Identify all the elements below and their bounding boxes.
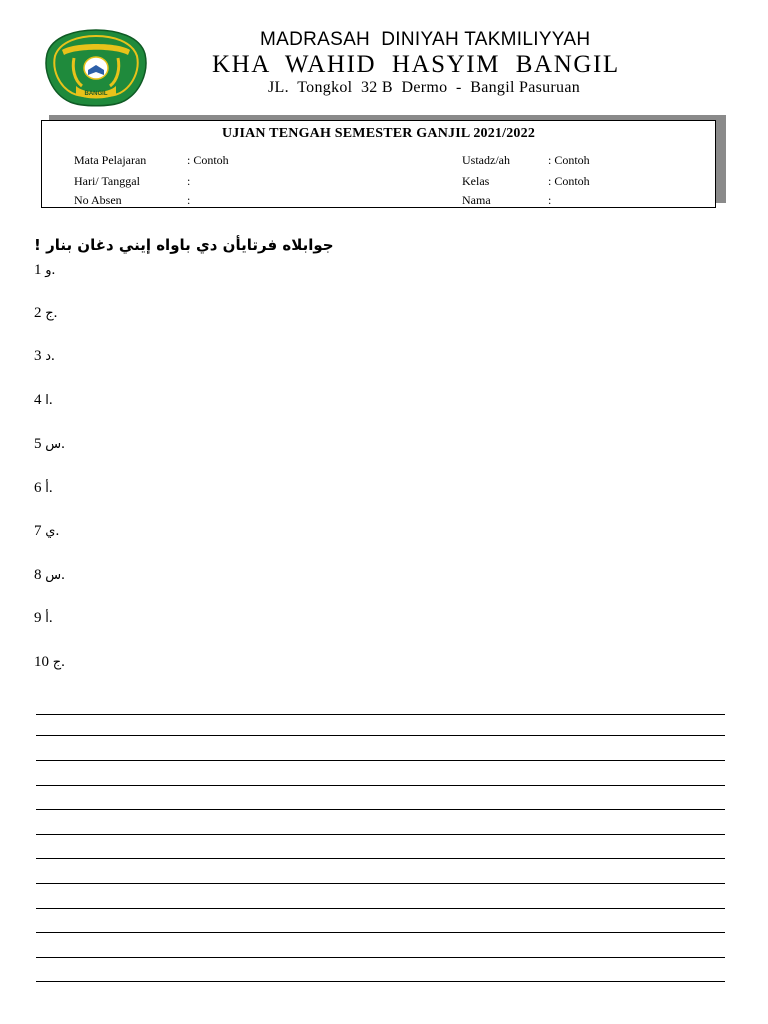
answer-line (36, 883, 725, 884)
question-letter: أ (45, 481, 49, 496)
school-name: KHA WAHID HASYIM BANGIL (212, 51, 620, 78)
question-letter: و (45, 263, 52, 278)
question-item (34, 392, 53, 409)
question-item (34, 523, 59, 540)
class-value: : Contoh (548, 174, 590, 188)
name-value: : (548, 193, 552, 207)
absence-number-label: No Absen (74, 193, 122, 207)
question-letter: ي (45, 524, 56, 539)
question-number: 7. (34, 523, 60, 539)
teacher-label: Ustadz/ah (462, 153, 510, 167)
school-type: MADRASAH DINIYAH TAKMILIYYAH (260, 29, 591, 50)
question-letter: س (45, 568, 62, 583)
instruction-text: جوابلاه فرتايأن دي باواه إيني دغان بنار ! (34, 236, 334, 254)
answer-line (36, 957, 725, 958)
date-value: : (187, 174, 191, 188)
answer-line (36, 714, 725, 715)
question-letter: ج (52, 655, 62, 670)
question-item (34, 436, 65, 453)
question-number: 6. (34, 480, 53, 496)
date-label: Hari/ Tanggal (74, 174, 140, 188)
logo-caption: BANGIL (84, 91, 108, 97)
question-letter: ا (45, 393, 49, 408)
question-item (34, 654, 65, 671)
answer-line (36, 908, 725, 909)
question-number: 8. (34, 567, 65, 583)
subject-value: : Contoh (187, 153, 229, 167)
answer-line (36, 834, 725, 835)
answer-line (36, 858, 725, 859)
question-item (34, 262, 55, 279)
question-item (34, 348, 55, 365)
question-number: 4. (34, 392, 53, 408)
question-letter: د (45, 349, 52, 364)
subject-label: Mata Pelajaran (74, 153, 147, 167)
question-letter: س (45, 437, 62, 452)
name-label: Nama (462, 193, 491, 207)
teacher-value: : Contoh (548, 153, 590, 167)
question-number: 5. (34, 436, 65, 452)
answer-line (36, 735, 725, 736)
class-label: Kelas (462, 174, 490, 188)
question-item (34, 567, 65, 584)
exam-title: UJIAN TENGAH SEMESTER GANJIL 2021/2022 (221, 126, 536, 141)
answer-line (36, 785, 725, 786)
exam-info-box (41, 120, 716, 208)
madrasah-logo-icon (44, 28, 148, 108)
question-number: 10. (34, 654, 65, 670)
school-address: JL. Tongkol 32 B Dermo - Bangil Pasuruan (268, 79, 581, 96)
answer-line (36, 932, 725, 933)
question-number: 2. (34, 305, 58, 321)
question-number: 1. (34, 262, 56, 278)
answer-line (36, 809, 725, 810)
question-item (34, 480, 53, 497)
question-item (34, 610, 53, 627)
question-item (34, 305, 57, 322)
answer-line (36, 981, 725, 982)
answer-line (36, 760, 725, 761)
question-letter: أ (45, 611, 49, 626)
question-number: 9. (34, 610, 53, 626)
question-letter: ج (45, 306, 54, 321)
absence-number-value: : (187, 193, 191, 207)
question-number: 3. (34, 348, 55, 364)
